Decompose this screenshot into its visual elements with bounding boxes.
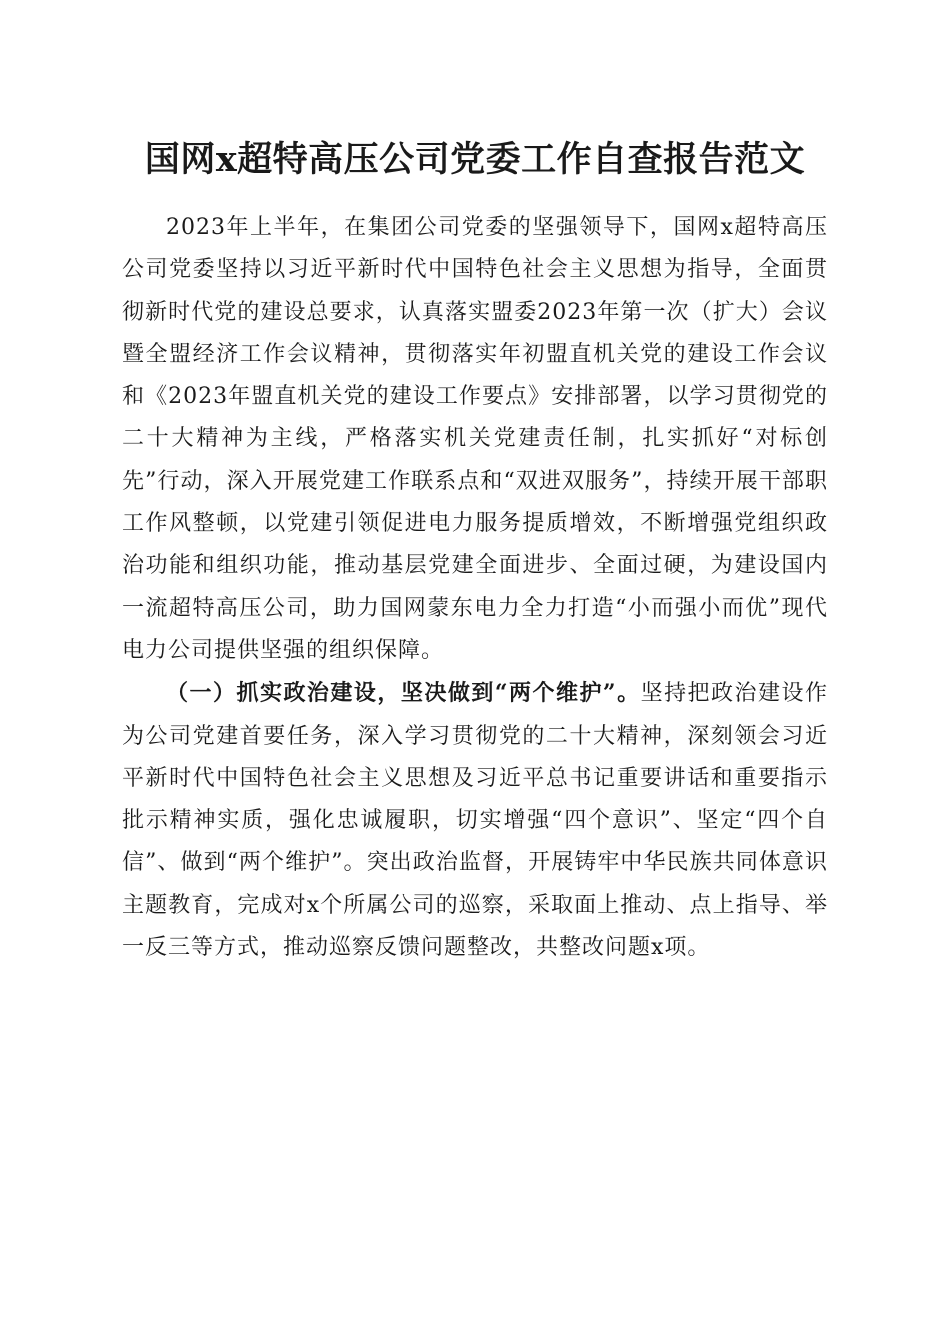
document-body (122, 206, 828, 969)
paragraph-text: 2023年上半年，在集团公司党委的坚强领导下，国网x超特高压公司党委坚持以习近平新时代中国特色社会主义思想为指导，全面贯彻新时代党的建设总要求，认真落实盟委2023年第一次（扩大）会议暨全盟经济工作会议精神，贯彻落实年初盟直机关党的建设工作会议和《2023年盟直机关党的建设工作要点》安排部署，以学习贯彻党的二十大精神为主线，严格落实机关党建责任制，扎实抓好“对标创先”行动，深入开展党建工作联系点和“双进双服务”，持续开展干部职工作风整顿，以党建引领促进电力服务提质增效，不断增强党组织政治功能和组织功能，推动基层党建全面进步、全面过硬，为建设国内一流超特高压公司，助力国网蒙东电力全力打造“小而强小而优”现代电力公司提供坚强的组织保障。 (122, 215, 828, 663)
paragraph-lead: （一）抓实政治建设，坚决做到“两个维护”。 (166, 680, 641, 707)
paragraph-text: 坚持把政治建设作为公司党建首要任务，深入学习贯彻党的二十大精神，深刻领会习近平新时代中国特色社会主义思想及习近平总书记重要讲话和重要指示批示精神实质，强化忠诚履职，切实增强“四个意识”、坚定“四个自信”、做到“两个维护”。突出政治监督，开展铸牢中华民族共同体意识主题教育，完成对x个所属公司的巡察，采取面上推动、点上指导、举一反三等方式，推动巡察反馈问题整改，共整改问题x项。 (122, 681, 828, 961)
document-title: 国网x超特高压公司党委工作自查报告范文 (144, 139, 806, 180)
paragraph-intro (122, 206, 828, 672)
paragraph-section-1 (122, 672, 828, 969)
